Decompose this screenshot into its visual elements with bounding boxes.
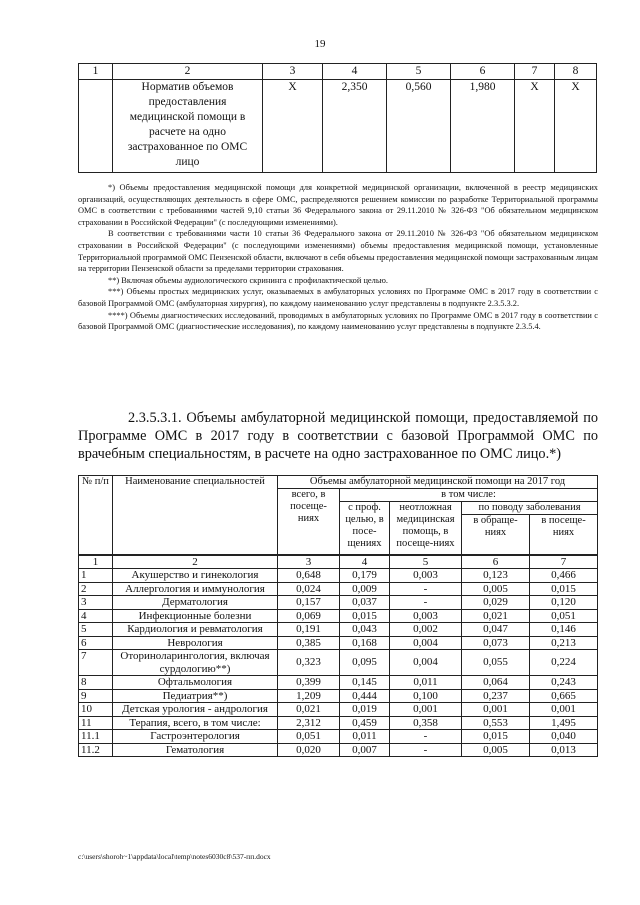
col-number: 2 [113, 555, 278, 569]
volume-value: 0,399 [278, 676, 340, 690]
col-number: 4 [340, 555, 390, 569]
volume-value: 0,123 [462, 569, 530, 583]
volume-value: 0,015 [340, 609, 390, 623]
volume-value: 0,191 [278, 623, 340, 637]
header-visits: в посеще-ниях [530, 515, 598, 555]
top-table-row [79, 80, 597, 173]
header-including: в том числе: [340, 489, 598, 502]
header-volumes: Объемы амбулаторной медицинской помощи на 2017 год [278, 476, 598, 489]
top-cell: 1,980 [451, 80, 515, 173]
table-row [79, 716, 598, 730]
table-row [79, 703, 598, 717]
volume-value: 0,019 [340, 703, 390, 717]
page-number: 19 [314, 38, 326, 50]
table-row [79, 569, 598, 583]
top-col-number: 2 [113, 64, 263, 80]
header-disease: по поводу заболевания [462, 502, 598, 515]
volume-value: 0,444 [340, 689, 390, 703]
volume-value: 0,665 [530, 689, 598, 703]
table-row [79, 596, 598, 610]
volume-value: 0,064 [462, 676, 530, 690]
volume-value: 0,358 [390, 716, 462, 730]
footnote: ****) Объемы диагностических исследований, проводимых в амбулаторных условиях по Программе ОМС в 2017 году в соответствии с базовой Программой ОМС (диагностические исследования), по каждому наименованию услуг представлены в подпункте 2.3.5.4. [78, 310, 598, 332]
volume-value: 2,312 [278, 716, 340, 730]
table-body [79, 569, 598, 757]
row-number: 7 [79, 650, 113, 676]
col-number: 3 [278, 555, 340, 569]
col-number: 1 [79, 555, 113, 569]
top-cell-empty [79, 80, 113, 173]
volume-value: 0,069 [278, 609, 340, 623]
volume-value: 0,243 [530, 676, 598, 690]
volume-value: 0,047 [462, 623, 530, 637]
specialty-name: Педиатрия**) [113, 689, 278, 703]
volume-value: - [390, 730, 462, 744]
top-table [78, 63, 597, 173]
header-total: всего, в посеще-ниях [278, 489, 340, 555]
volume-value: 0,013 [530, 743, 598, 757]
header-num: № п/п [79, 476, 113, 555]
table-row [79, 730, 598, 744]
top-table-header-row [79, 64, 597, 80]
header-prof: с проф. целью, в посе-щениях [340, 502, 390, 555]
specialty-name: Инфекционные болезни [113, 609, 278, 623]
volume-value: 0,002 [390, 623, 462, 637]
volume-value: 0,073 [462, 636, 530, 650]
col-number: 5 [390, 555, 462, 569]
top-cell: 0,560 [387, 80, 451, 173]
volume-value: 0,237 [462, 689, 530, 703]
top-col-number: 5 [387, 64, 451, 80]
row-number: 3 [79, 596, 113, 610]
volume-value: 0,385 [278, 636, 340, 650]
volume-value: 0,179 [340, 569, 390, 583]
volume-value: 0,040 [530, 730, 598, 744]
specialty-name: Дерматология [113, 596, 278, 610]
volume-value: 0,029 [462, 596, 530, 610]
volume-value: 0,021 [278, 703, 340, 717]
specialty-name: Гематология [113, 743, 278, 757]
volume-value: 0,224 [530, 650, 598, 676]
volume-value: 0,051 [278, 730, 340, 744]
top-col-number: 4 [323, 64, 387, 80]
volume-value: 0,015 [462, 730, 530, 744]
table-row [79, 743, 598, 757]
col-number: 6 [462, 555, 530, 569]
section-heading-text: 2.3.5.3.1. Объемы амбулаторной медицинской помощи, предоставляемой по Программе ОМС в 2017 году в соответствии с базовой Программой ОМС по врачебным специальностям, в расчете на одно застрахованное по ОМС лицо.*) [78, 410, 598, 462]
row-number: 2 [79, 582, 113, 596]
column-number-row [79, 555, 598, 569]
table-row [79, 623, 598, 637]
top-cell: Х [263, 80, 323, 173]
specialty-name: Детская урология - андрология [113, 703, 278, 717]
volume-value: 0,021 [462, 609, 530, 623]
row-number: 11.1 [79, 730, 113, 744]
specialty-name: Оториноларингология, включая сурдологию**) [113, 650, 278, 676]
volume-value: 1,495 [530, 716, 598, 730]
volume-value: 0,015 [530, 582, 598, 596]
volume-value: 0,466 [530, 569, 598, 583]
footnote: **) Включая объемы аудиологического скрининга с профилактической целью. [108, 275, 388, 285]
row-number: 9 [79, 689, 113, 703]
volume-value: 0,005 [462, 743, 530, 757]
volume-value: - [390, 582, 462, 596]
volume-value: 0,001 [462, 703, 530, 717]
table-row [79, 650, 598, 676]
row-number: 11 [79, 716, 113, 730]
volume-value: 0,648 [278, 569, 340, 583]
volume-value: 0,157 [278, 596, 340, 610]
volume-value: 0,001 [530, 703, 598, 717]
specialty-name: Аллергология и иммунология [113, 582, 278, 596]
volume-value: 0,005 [462, 582, 530, 596]
top-col-number: 3 [263, 64, 323, 80]
volume-value: 0,146 [530, 623, 598, 637]
volume-value: 0,003 [390, 609, 462, 623]
volume-value: 0,145 [340, 676, 390, 690]
volume-value: 0,007 [340, 743, 390, 757]
specialty-name: Кардиология и ревматология [113, 623, 278, 637]
volume-value: 0,024 [278, 582, 340, 596]
table-row [79, 609, 598, 623]
volume-value: 0,323 [278, 650, 340, 676]
volume-value: 0,004 [390, 650, 462, 676]
volume-value: 0,100 [390, 689, 462, 703]
specialty-name: Офтальмология [113, 676, 278, 690]
volume-value: 0,055 [462, 650, 530, 676]
volume-value: 0,120 [530, 596, 598, 610]
volume-value: 0,001 [390, 703, 462, 717]
specialty-name: Акушерство и гинекология [113, 569, 278, 583]
volume-value: 0,020 [278, 743, 340, 757]
volume-value: 0,095 [340, 650, 390, 676]
volume-value: 0,011 [340, 730, 390, 744]
volume-value: 0,037 [340, 596, 390, 610]
top-cell: 2,350 [323, 80, 387, 173]
row-number: 10 [79, 703, 113, 717]
table-row [79, 689, 598, 703]
col-number: 7 [530, 555, 598, 569]
header-urgent: неотложная медицинская помощь, в посеще-ниях [390, 502, 462, 555]
volume-value: 0,553 [462, 716, 530, 730]
table-row [79, 582, 598, 596]
volume-value: 1,209 [278, 689, 340, 703]
volume-value: 0,009 [340, 582, 390, 596]
section-heading [78, 409, 598, 463]
row-number: 1 [79, 569, 113, 583]
volume-value: 0,003 [390, 569, 462, 583]
file-path-footer: c:\users\shoroh~1\appdata\local\temp\notes6030c8\537-пп.docx [78, 852, 271, 861]
table-row [79, 636, 598, 650]
volume-value: 0,213 [530, 636, 598, 650]
specialty-name: Гастроэнтерология [113, 730, 278, 744]
volume-value: 0,459 [340, 716, 390, 730]
volume-value: 0,168 [340, 636, 390, 650]
volume-value: 0,004 [390, 636, 462, 650]
top-cell-name: Норматив объемов предоставления медицинской помощи в расчете на одно застрахованное по ОМС лицо [113, 80, 263, 173]
top-col-number: 1 [79, 64, 113, 80]
volume-value: 0,043 [340, 623, 390, 637]
header-appeals: в обраще-ниях [462, 515, 530, 555]
footnote: ***) Объемы простых медицинских услуг, оказываемых в амбулаторных условиях по Программе ОМС в 2017 году в соответствии с базовой Программой ОМС (амбулаторная хирургия), по каждому наименованию услуг представлены в подпункте 2.3.5.3.2. [78, 287, 598, 308]
top-col-number: 8 [555, 64, 597, 80]
row-number: 8 [79, 676, 113, 690]
row-number: 11.2 [79, 743, 113, 757]
top-cell: Х [555, 80, 597, 173]
table-row [79, 676, 598, 690]
volume-value: - [390, 743, 462, 757]
top-col-number: 6 [451, 64, 515, 80]
footnotes [78, 182, 598, 333]
volume-value: 0,051 [530, 609, 598, 623]
top-cell: Х [515, 80, 555, 173]
row-number: 6 [79, 636, 113, 650]
footnote: В соответствии с требованиями части 10 статьи 36 Федерального закона от 29.11.2010 № 326-ФЗ "Об обязательном медицинском страховании в Российской Федерации" (с последующими изменениями) объемы предоставления медицинской помощи, установленные Территориальной программой ОМС Пензенской области, включают в себя объемы предоставления медицинской помощи застрахованным лицам на территории Пензенской области за пределами территории страхования. [78, 229, 598, 274]
top-col-number: 7 [515, 64, 555, 80]
volume-value: - [390, 596, 462, 610]
header-name: Наименование специальностей [113, 476, 278, 555]
footnote: *) Объемы предоставления медицинской помощи для конкретной медицинской организации, включенной в реестр медицинских организаций, осуществляющих деятельность в сфере ОМС, распределяются решением комиссии по разработке Территориальной программы ОМС в соответствии с требованиями частей 9,10 статьи 36 Федерального закона от 29.11.2010 № 326-ФЗ "Об обязательном медицинском страховании в Российской Федерации" (с последующими изменениями). [78, 183, 598, 227]
specialty-name: Терапия, всего, в том числе: [113, 716, 278, 730]
row-number: 4 [79, 609, 113, 623]
specialty-name: Неврология [113, 636, 278, 650]
volume-value: 0,011 [390, 676, 462, 690]
specialties-table [78, 475, 598, 757]
row-number: 5 [79, 623, 113, 637]
